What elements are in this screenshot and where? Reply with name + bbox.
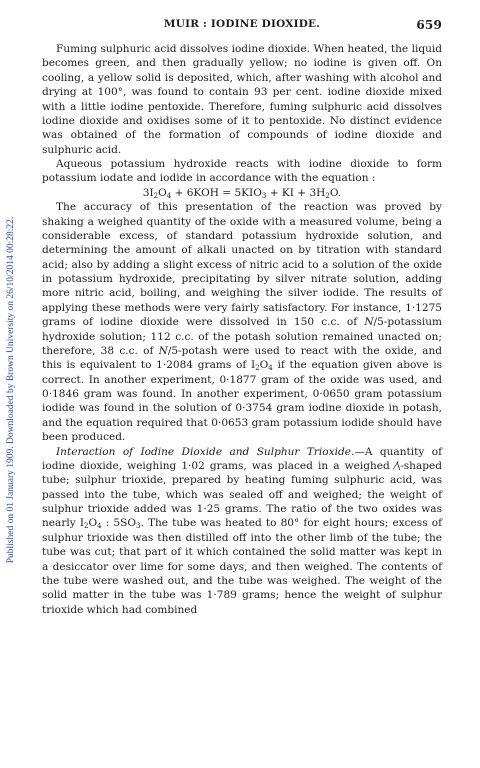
paragraph-potassium-hydroxide: Aqueous potassium hydroxide reacts with iodine dioxide to form potassium iodate and iodide in accordance with the equation : — [42, 158, 442, 185]
formula-sub: 4 — [97, 522, 102, 531]
equation — [42, 186, 442, 200]
eq-part: O. — [329, 186, 342, 199]
article-body — [42, 42, 442, 617]
formula-sub: 3 — [136, 522, 141, 531]
formula-sub: 4 — [268, 364, 273, 373]
formula-part: O — [259, 359, 269, 372]
text-run: —A quantity of iodine dioxide, weighing 1·02 grams, was placed in a weighed — [42, 445, 442, 472]
eq-part: 3I — [142, 186, 154, 199]
formula-part: O — [88, 517, 98, 530]
normal-symbol: N — [364, 316, 374, 329]
eq-part: + KI + 3H — [266, 186, 326, 199]
text-run: . The tube was heated to 80° for eight hours; excess of sulphur trioxide was then distilled off into the other limb of the tube; the tube was cut; that part of it which contained the solid matter was kept in a desiccator over lime for some days, and then weighed. The contents of the tube were washed out, and the tube was weighed. The weight of the solid matter in the tube was 1·789 grams; hence the weight of sulphur trioxide which had combined — [42, 517, 442, 616]
eq-sub: 3 — [261, 191, 267, 200]
text-run: /5-potash were used to react with the oxide, and this is equivalent to 1·2084 grams of I — [42, 344, 442, 372]
eq-part: O — [158, 186, 167, 199]
download-watermark — [2, 60, 20, 720]
text-run: if the equation given above is correct. In another experiment, 0·1877 gram of the oxide was used, and 0·1846 gram was found. In another experiment, 0·0650 gram potassium iodide was found in the solution of 0·3754 gram iodine dioxide in potash, and the equation required that 0·0653 gram potassium iodide should have been produced. — [42, 359, 443, 444]
eq-sub: 2 — [153, 191, 159, 200]
text-run: The accuracy of this presentation of the reaction was proved by shaking a weighed quantity of the oxide with a measured volume, being a considerable excess, of standard potassium hydroxide solution, and determining the amount of alkali unacted on by titration with standard acid; also by adding a slight excess of nitric acid to a solution of the oxide in potassium hydroxide, precipitating by silver nitrate solution, adding more nitric acid, boiling, and weighing the silver iodide. The results of applying these methods were very fairly satisfactory. For instance, 1·1275 grams of iodine dioxide were dissolved in 150 c.c. of — [42, 201, 442, 329]
eq-part: + 6KOH = 5KIO — [171, 186, 262, 199]
section-heading: Interaction of Iodine Dioxide and Sulphur Trioxide. — [56, 445, 355, 458]
text-run: : 5SO — [101, 517, 136, 530]
page-number: 659 — [416, 18, 442, 32]
text-run: /5-potassium hydroxide solution; 112 c.c. of the potash solution remained unacted on; therefore, 38 c.c. of — [42, 316, 442, 357]
formula-sub: 2 — [255, 364, 260, 373]
text-run: -shaped tube; sulphur trioxide, prepared by heating fuming sulphuric acid, was passed into the tube, which was sealed off and weighed; the weight of sulphur trioxide added was 1·25 grams. The ratio of the two oxides was nearly I — [42, 459, 442, 530]
running-title: MUIR : IODINE DIOXIDE. — [163, 18, 321, 30]
paragraph-sulphur-trioxide — [42, 445, 442, 618]
tube-shape-icon: ⁄\ — [394, 459, 401, 472]
download-watermark-text: Published on 01 January 1909. Downloaded by Brown University on 26/10/2014 00:28:22. — [6, 216, 16, 564]
eq-sub: 2 — [325, 191, 330, 200]
normal-symbol: N — [158, 344, 168, 357]
paragraph-accuracy — [42, 200, 442, 444]
formula-sub: 2 — [84, 522, 89, 531]
eq-sub: 4 — [166, 191, 172, 200]
running-header — [42, 18, 442, 34]
paragraph-fuming-sulphuric: Fuming sulphuric acid dissolves iodine dioxide. When heated, the liquid becomes green, and then gradually yellow; no iodine is given off. On cooling, a yellow solid is deposited, which, after washing with alcohol and drying at 100°, was found to contain 93 per cent. iodine dioxide mixed with a little iodine pentoxide. Therefore, fuming sulphuric acid dissolves iodine dioxide and oxidises some of it to pentoxide. No distinct evidence was obtained of the formation of compounds of iodine dioxide and sulphuric acid. — [42, 43, 442, 156]
